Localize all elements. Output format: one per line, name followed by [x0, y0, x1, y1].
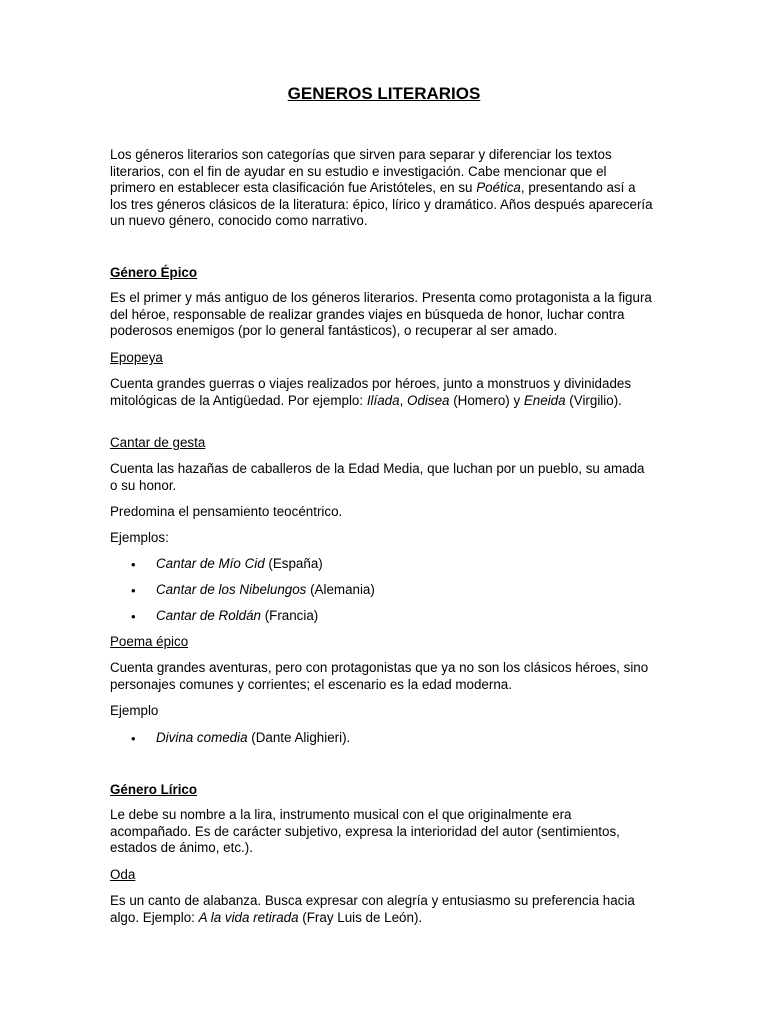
cid-title: Cantar de Mío Cid: [156, 556, 265, 571]
epico-heading: Género Épico: [110, 265, 198, 280]
cantar-ejemplos-label: Ejemplos:: [110, 530, 169, 545]
epopeya-sep: ,: [399, 392, 408, 408]
epico-description: Es el primer y más antiguo de los géneros literarios. Presenta como protagonista a la figura del héroe, responsable de realizar grandes viajes en búsqueda de honor, luchar contra poderosos enemigos (por lo general fantásticos), o recuperar al ser amado.: [110, 290, 652, 338]
eneida-title: Eneida: [523, 392, 566, 408]
intro-paragraph: [110, 147, 655, 230]
homero-text: (Homero) y: [449, 392, 524, 408]
oda-text: Es un canto de alabanza. Busca expresar con alegría y entusiasmo su preferencia hacia algo. Ejemplo:: [110, 893, 635, 925]
cid-country: (España): [264, 556, 323, 571]
divina-comedia-title: Divina comedia: [156, 730, 248, 745]
vida-retirada-title: A la vida retirada: [198, 909, 299, 925]
nibelungos-title: Cantar de los Nibelungos: [156, 582, 307, 597]
intro-text-b: , presentando así a los tres géneros clásicos de la literatura: épico, lírico y dramático. Años después aparecería un nuevo género, conocido como narrativo.: [110, 180, 653, 228]
oda-author: (Fray Luis de León).: [298, 909, 423, 925]
list-item: [156, 556, 656, 573]
document-title: GENEROS LITERARIOS: [287, 84, 481, 103]
oda-heading: Oda: [110, 867, 136, 882]
epopeya-heading: Epopeya: [110, 350, 163, 365]
lirico-heading: Género Lírico: [110, 782, 198, 797]
list-item: [156, 608, 656, 625]
epopeya-paragraph: [110, 376, 655, 409]
nibelungos-country: (Alemania): [306, 582, 375, 597]
lirico-description: Le debe su nombre a la lira, instrumento musical con el que originalmente era acompañado. Es de carácter subjetivo, expresa la interioridad del autor (sentimientos, estados de ánimo, etc.).: [110, 807, 620, 855]
list-item: [156, 730, 656, 747]
bullet-icon: •: [131, 583, 136, 598]
cantar-heading: Cantar de gesta: [110, 435, 206, 450]
bullet-icon: •: [131, 731, 136, 746]
poema-ejemplo-label: Ejemplo: [110, 703, 159, 718]
bullet-icon: •: [131, 609, 136, 624]
epopeya-text: Cuenta grandes guerras o viajes realizados por héroes, junto a monstruos y divinidades mitológicas de la Antigüedad. Por ejemplo:: [110, 376, 632, 408]
divina-comedia-author: (Dante Alighieri).: [247, 730, 351, 745]
poema-heading: Poema épico: [110, 634, 189, 649]
cantar-predomina: Predomina el pensamiento teocéntrico.: [110, 504, 343, 519]
intro-poetica: Poética: [476, 180, 521, 195]
roldan-country: (Francia): [260, 608, 319, 623]
virgilio-text: (Virgilio).: [565, 392, 622, 408]
roldan-title: Cantar de Roldán: [156, 608, 261, 623]
poema-description: Cuenta grandes aventuras, pero con protagonistas que ya no son los clásicos héroes, sino personajes comunes y corrientes; el escenario es la edad moderna.: [110, 660, 649, 692]
iliada-title: Ilíada: [366, 392, 400, 408]
oda-paragraph: [110, 893, 655, 926]
list-item: [156, 582, 656, 599]
cantar-description: Cuenta las hazañas de caballeros de la Edad Media, que luchan por un pueblo, su amada o su honor.: [110, 461, 645, 493]
intro-text-a: Los géneros literarios son categorías que sirven para separar y diferenciar los textos literarios, con el fin de ayudar en su estudio e investigación. Cabe mencionar que el primero en establecer esta clasificación fue Aristóteles, en su: [110, 147, 612, 195]
odisea-title: Odisea: [407, 392, 450, 408]
bullet-icon: •: [131, 557, 136, 572]
